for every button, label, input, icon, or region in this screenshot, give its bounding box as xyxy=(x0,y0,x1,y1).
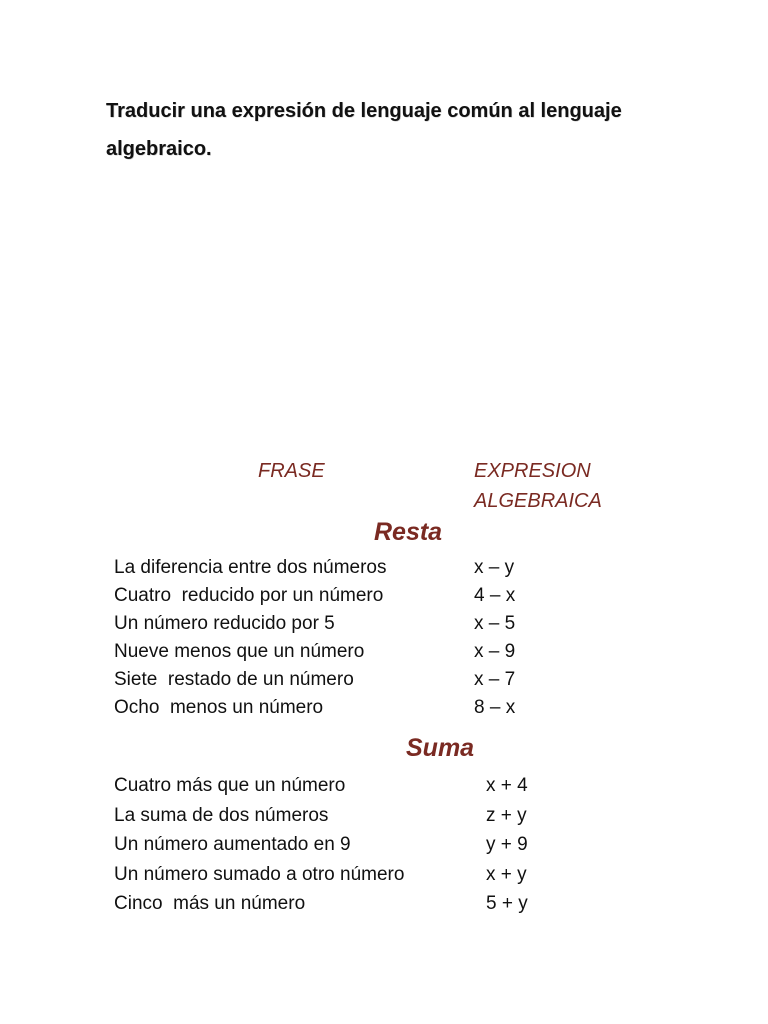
table-row xyxy=(114,554,674,582)
row-phrase: Siete restado de un número xyxy=(114,669,354,690)
row-expression: x + 4 xyxy=(486,775,528,796)
row-expression: y + 9 xyxy=(486,834,528,855)
suma-rows xyxy=(114,771,674,919)
row-phrase: Cuatro reducido por un número xyxy=(114,585,384,606)
table-row xyxy=(114,694,674,722)
row-phrase: Cinco más un número xyxy=(114,893,306,914)
row-expression: x – 7 xyxy=(474,669,516,690)
row-phrase: Ocho menos un número xyxy=(114,697,324,718)
row-phrase: La suma de dos números xyxy=(114,804,329,826)
table-row xyxy=(114,889,674,919)
table-row xyxy=(114,582,674,610)
row-phrase: Un número reducido por 5 xyxy=(114,613,335,634)
row-phrase: Un número aumentado en 9 xyxy=(114,834,351,855)
row-phrase: Un número sumado a otro número xyxy=(114,863,405,885)
table-row xyxy=(114,666,674,694)
table-row xyxy=(114,638,674,666)
document-title: Traducir una expresión de lenguaje común al lenguaje algebraico. xyxy=(106,100,622,160)
row-expression: x – 5 xyxy=(474,613,516,634)
row-expression: 8 – x xyxy=(474,697,516,718)
row-expression: 4 – x xyxy=(474,585,516,606)
table-row xyxy=(114,771,674,801)
table-row xyxy=(114,801,674,831)
header-phrase: FRASE xyxy=(258,460,325,482)
resta-rows xyxy=(114,554,674,722)
row-expression: x – 9 xyxy=(474,641,516,662)
row-expression: x + y xyxy=(486,863,527,885)
section-title-suma: Suma xyxy=(406,734,475,762)
row-expression: x – y xyxy=(474,557,515,578)
header-expression: EXPRESION ALGEBRAICA xyxy=(474,460,602,512)
row-phrase: Cuatro más que un número xyxy=(114,775,346,796)
table-row xyxy=(114,610,674,638)
section-title-resta: Resta xyxy=(374,518,443,546)
row-phrase: La diferencia entre dos números xyxy=(114,557,387,578)
row-phrase: Nueve menos que un número xyxy=(114,641,365,662)
row-expression: 5 + y xyxy=(486,893,528,914)
table-row xyxy=(114,830,674,860)
table-row xyxy=(114,860,674,890)
row-expression: z + y xyxy=(486,804,527,826)
